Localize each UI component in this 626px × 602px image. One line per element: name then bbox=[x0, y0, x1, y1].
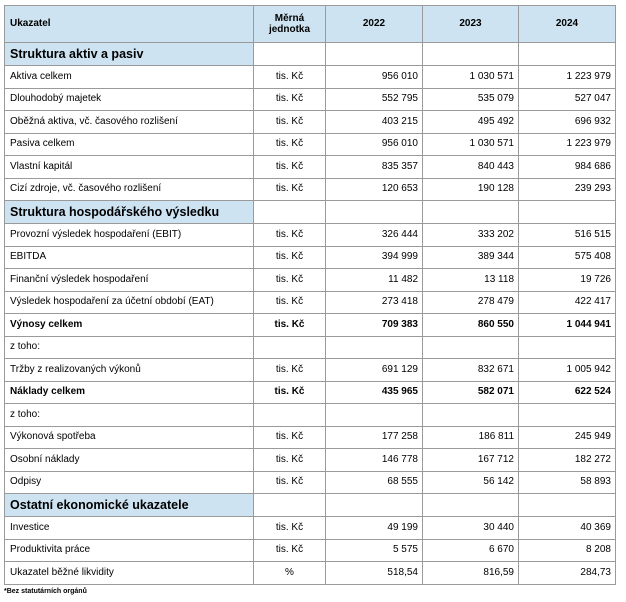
row-unit: tis. Kč bbox=[254, 88, 326, 111]
value-2023: 832 671 bbox=[423, 359, 519, 382]
value-2024: 696 932 bbox=[519, 111, 616, 134]
row-unit: tis. Kč bbox=[254, 224, 326, 247]
value-2022: 835 357 bbox=[326, 156, 423, 179]
row-unit: tis. Kč bbox=[254, 471, 326, 494]
value-2022: 435 965 bbox=[326, 381, 423, 404]
value-2022: 68 555 bbox=[326, 471, 423, 494]
value-2022: 146 778 bbox=[326, 449, 423, 472]
table-row bbox=[5, 269, 616, 292]
value-2023: 56 142 bbox=[423, 471, 519, 494]
row-label: Náklady celkem bbox=[5, 381, 254, 404]
header-indicator: Ukazatel bbox=[5, 6, 254, 43]
value-2022: 956 010 bbox=[326, 66, 423, 89]
value-2023: 840 443 bbox=[423, 156, 519, 179]
value-2024: 40 369 bbox=[519, 517, 616, 540]
table-row-total bbox=[5, 381, 616, 404]
row-unit: tis. Kč bbox=[254, 539, 326, 562]
row-label: EBITDA bbox=[5, 246, 254, 269]
row-label: Výkonová spotřeba bbox=[5, 426, 254, 449]
value-2024: 422 417 bbox=[519, 291, 616, 314]
value-2024: 8 208 bbox=[519, 539, 616, 562]
value-2023: 13 118 bbox=[423, 269, 519, 292]
header-year-2024: 2024 bbox=[519, 6, 616, 43]
header-unit-line2: jednotka bbox=[268, 24, 311, 35]
header-year-2022: 2022 bbox=[326, 6, 423, 43]
value-2022: 552 795 bbox=[326, 88, 423, 111]
table-row bbox=[5, 178, 616, 201]
row-label: Vlastní kapitál bbox=[5, 156, 254, 179]
row-unit: tis. Kč bbox=[254, 246, 326, 269]
value-2022: 177 258 bbox=[326, 426, 423, 449]
value-2024: 1 005 942 bbox=[519, 359, 616, 382]
value-2024: 622 524 bbox=[519, 381, 616, 404]
table-row bbox=[5, 133, 616, 156]
row-label: Cizí zdroje, vč. časového rozlišení bbox=[5, 178, 254, 201]
table-row bbox=[5, 449, 616, 472]
row-unit: tis. Kč bbox=[254, 66, 326, 89]
row-label: Finanční výsledek hospodaření bbox=[5, 269, 254, 292]
row-unit: tis. Kč bbox=[254, 517, 326, 540]
value-2023: 186 811 bbox=[423, 426, 519, 449]
value-2024: 984 686 bbox=[519, 156, 616, 179]
row-label: z toho: bbox=[5, 404, 254, 427]
header-unit bbox=[254, 6, 326, 43]
table-row bbox=[5, 111, 616, 134]
row-label: Provozní výsledek hospodaření (EBIT) bbox=[5, 224, 254, 247]
row-label: Dlouhodobý majetek bbox=[5, 88, 254, 111]
value-2022: 709 383 bbox=[326, 314, 423, 337]
row-label: Tržby z realizovaných výkonů bbox=[5, 359, 254, 382]
value-2022: 403 215 bbox=[326, 111, 423, 134]
value-2024: 284,73 bbox=[519, 562, 616, 585]
table-row bbox=[5, 359, 616, 382]
value-2023: 535 079 bbox=[423, 88, 519, 111]
row-label: Ukazatel běžné likvidity bbox=[5, 562, 254, 585]
row-label: Investice bbox=[5, 517, 254, 540]
section-title-results: Struktura hospodářského výsledku bbox=[5, 201, 254, 224]
value-2023: 6 670 bbox=[423, 539, 519, 562]
value-2023: 816,59 bbox=[423, 562, 519, 585]
value-2023: 278 479 bbox=[423, 291, 519, 314]
value-2022: 11 482 bbox=[326, 269, 423, 292]
row-unit: tis. Kč bbox=[254, 426, 326, 449]
table-row bbox=[5, 539, 616, 562]
row-unit: tis. Kč bbox=[254, 381, 326, 404]
value-2023: 333 202 bbox=[423, 224, 519, 247]
value-2024: 19 726 bbox=[519, 269, 616, 292]
row-unit: tis. Kč bbox=[254, 133, 326, 156]
value-2023: 190 128 bbox=[423, 178, 519, 201]
value-2023: 1 030 571 bbox=[423, 133, 519, 156]
table-row bbox=[5, 88, 616, 111]
value-2022: 326 444 bbox=[326, 224, 423, 247]
value-2024: 1 223 979 bbox=[519, 66, 616, 89]
value-2024: 58 893 bbox=[519, 471, 616, 494]
value-2024: 516 515 bbox=[519, 224, 616, 247]
table-row bbox=[5, 336, 616, 359]
row-unit: tis. Kč bbox=[254, 359, 326, 382]
table-row bbox=[5, 426, 616, 449]
row-unit: % bbox=[254, 562, 326, 585]
header-year-2023: 2023 bbox=[423, 6, 519, 43]
value-2022: 5 575 bbox=[326, 539, 423, 562]
row-unit: tis. Kč bbox=[254, 314, 326, 337]
value-2023: 389 344 bbox=[423, 246, 519, 269]
value-2022: 49 199 bbox=[326, 517, 423, 540]
value-2022: 394 999 bbox=[326, 246, 423, 269]
table-row bbox=[5, 562, 616, 585]
table-row bbox=[5, 471, 616, 494]
value-2023: 30 440 bbox=[423, 517, 519, 540]
table-row bbox=[5, 246, 616, 269]
section-row bbox=[5, 43, 616, 66]
header-unit-line1: Měrná bbox=[274, 13, 305, 24]
table-row bbox=[5, 404, 616, 427]
row-unit: tis. Kč bbox=[254, 111, 326, 134]
table-row bbox=[5, 224, 616, 247]
row-label: Oběžná aktiva, vč. časového rozlišení bbox=[5, 111, 254, 134]
row-label: Produktivita práce bbox=[5, 539, 254, 562]
financial-table-container bbox=[4, 5, 615, 585]
value-2022: 518,54 bbox=[326, 562, 423, 585]
value-2022: 273 418 bbox=[326, 291, 423, 314]
value-2023: 1 030 571 bbox=[423, 66, 519, 89]
section-title-assets: Struktura aktiv a pasiv bbox=[5, 43, 254, 66]
value-2022: 120 653 bbox=[326, 178, 423, 201]
value-2023: 582 071 bbox=[423, 381, 519, 404]
table-row bbox=[5, 517, 616, 540]
row-label: Výnosy celkem bbox=[5, 314, 254, 337]
value-2022: 956 010 bbox=[326, 133, 423, 156]
row-label: Výsledek hospodaření za účetní období (EAT) bbox=[5, 291, 254, 314]
row-unit: tis. Kč bbox=[254, 178, 326, 201]
row-unit: tis. Kč bbox=[254, 269, 326, 292]
row-unit: tis. Kč bbox=[254, 291, 326, 314]
section-row bbox=[5, 201, 616, 224]
value-2024: 182 272 bbox=[519, 449, 616, 472]
value-2024: 575 408 bbox=[519, 246, 616, 269]
header-row bbox=[5, 6, 616, 43]
row-label: Pasiva celkem bbox=[5, 133, 254, 156]
value-2024: 1 044 941 bbox=[519, 314, 616, 337]
row-label: z toho: bbox=[5, 336, 254, 359]
value-2023: 860 550 bbox=[423, 314, 519, 337]
section-row bbox=[5, 494, 616, 517]
table-row bbox=[5, 291, 616, 314]
value-2023: 167 712 bbox=[423, 449, 519, 472]
financial-indicators-table bbox=[4, 5, 616, 585]
table-row bbox=[5, 156, 616, 179]
row-label: Odpisy bbox=[5, 471, 254, 494]
row-unit: tis. Kč bbox=[254, 449, 326, 472]
value-2024: 1 223 979 bbox=[519, 133, 616, 156]
value-2023: 495 492 bbox=[423, 111, 519, 134]
row-label: Osobní náklady bbox=[5, 449, 254, 472]
table-row bbox=[5, 66, 616, 89]
row-unit: tis. Kč bbox=[254, 156, 326, 179]
value-2024: 239 293 bbox=[519, 178, 616, 201]
value-2022: 691 129 bbox=[326, 359, 423, 382]
value-2024: 245 949 bbox=[519, 426, 616, 449]
table-row-total bbox=[5, 314, 616, 337]
value-2024: 527 047 bbox=[519, 88, 616, 111]
row-label: Aktiva celkem bbox=[5, 66, 254, 89]
footnote: *Bez statutárních orgánů bbox=[4, 588, 87, 595]
section-title-other: Ostatní ekonomické ukazatele bbox=[5, 494, 254, 517]
